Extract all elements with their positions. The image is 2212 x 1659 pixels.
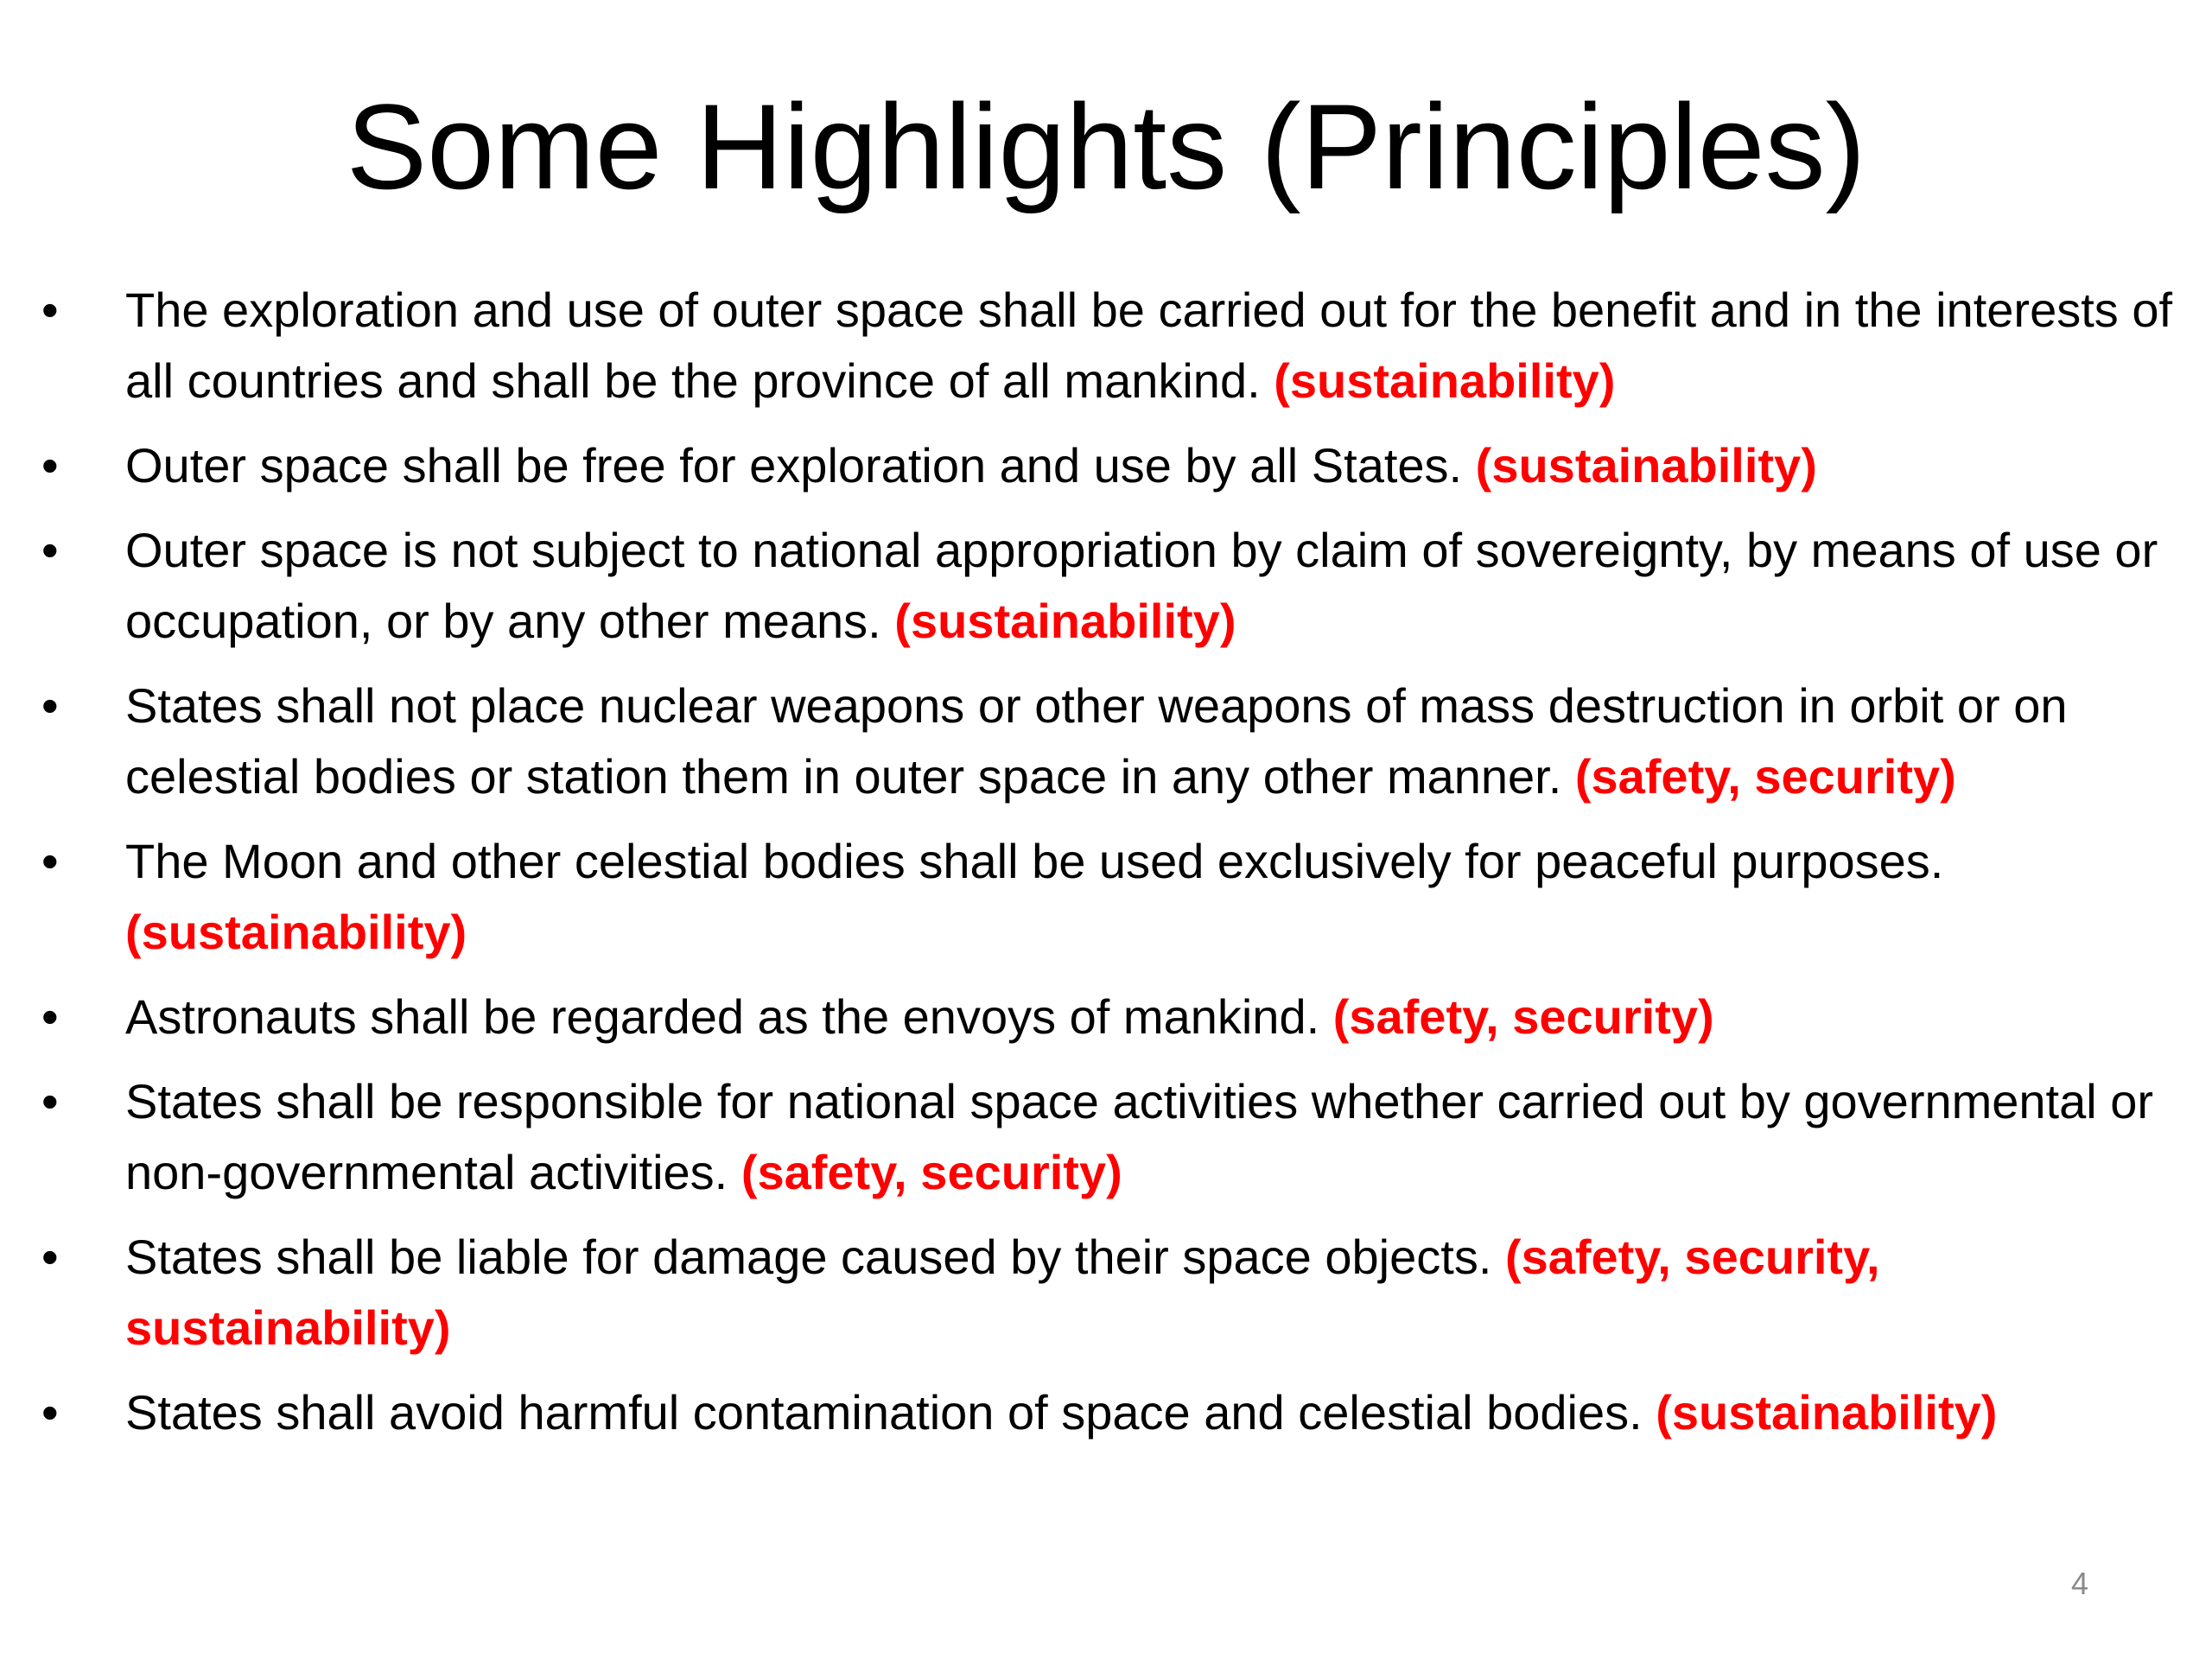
bullet-icon: • [41,438,59,493]
list-item [0,1377,2212,1448]
bullet-text: Astronauts shall be regarded as the envoys of mankind. [125,989,1320,1044]
list-item [0,671,2212,812]
list-item [0,1066,2212,1208]
bullet-text: States shall avoid harmful contamination of space and celestial bodies. [125,1385,1643,1440]
bullet-tag: (sustainability) [894,594,1236,648]
bullet-text: The exploration and use of outer space shall be carried out for the benefit and in the interests of all countries and shall be the province of all mankind. [125,283,2173,408]
bullet-icon: • [41,1074,59,1128]
slide-title: Some Highlights (Principles) [346,79,1866,214]
bullet-tag: (safety, security, sustainability) [125,1230,1880,1355]
list-item [0,430,2212,501]
bullet-text: Outer space is not subject to national appropriation by claim of sovereignty, by means of use or occupation, or by any other means. [125,523,2158,648]
list-item [0,1222,2212,1363]
principles-list [0,275,2212,1462]
bullet-tag: (sustainability) [1656,1385,1998,1440]
bullet-icon: • [41,834,59,888]
bullet-icon: • [41,523,59,577]
bullet-text: States shall not place nuclear weapons or other weapons of mass destruction in orbit or on celestial bodies or station them in outer space in any other manner. [125,678,2068,804]
bullet-icon: • [41,989,59,1044]
bullet-text: States shall be responsible for national space activities whether carried out by governmental or non-governmental activities. [125,1074,2154,1199]
list-item [0,826,2212,968]
list-item [0,275,2212,416]
bullet-icon: • [41,678,59,733]
bullet-tag: (safety, security) [1332,989,1714,1044]
bullet-icon: • [41,283,59,337]
bullet-text: The Moon and other celestial bodies shall be used exclusively for peaceful purposes. [125,834,1944,888]
bullet-tag: (sustainability) [125,905,467,959]
page-number: 4 [2070,1566,2088,1601]
bullet-icon: • [41,1385,59,1440]
list-item [0,982,2212,1052]
bullet-text: States shall be liable for damage caused by their space objects. [125,1230,1492,1284]
bullet-tag: (safety, security) [741,1145,1122,1199]
bullet-tag: (sustainability) [1274,353,1616,408]
bullet-text: Outer space shall be free for exploration and use by all States. [125,438,1463,493]
bullet-tag: (sustainability) [1475,438,1817,493]
bullet-icon: • [41,1230,59,1284]
list-item [0,515,2212,657]
bullet-tag: (safety, security) [1574,749,1956,804]
